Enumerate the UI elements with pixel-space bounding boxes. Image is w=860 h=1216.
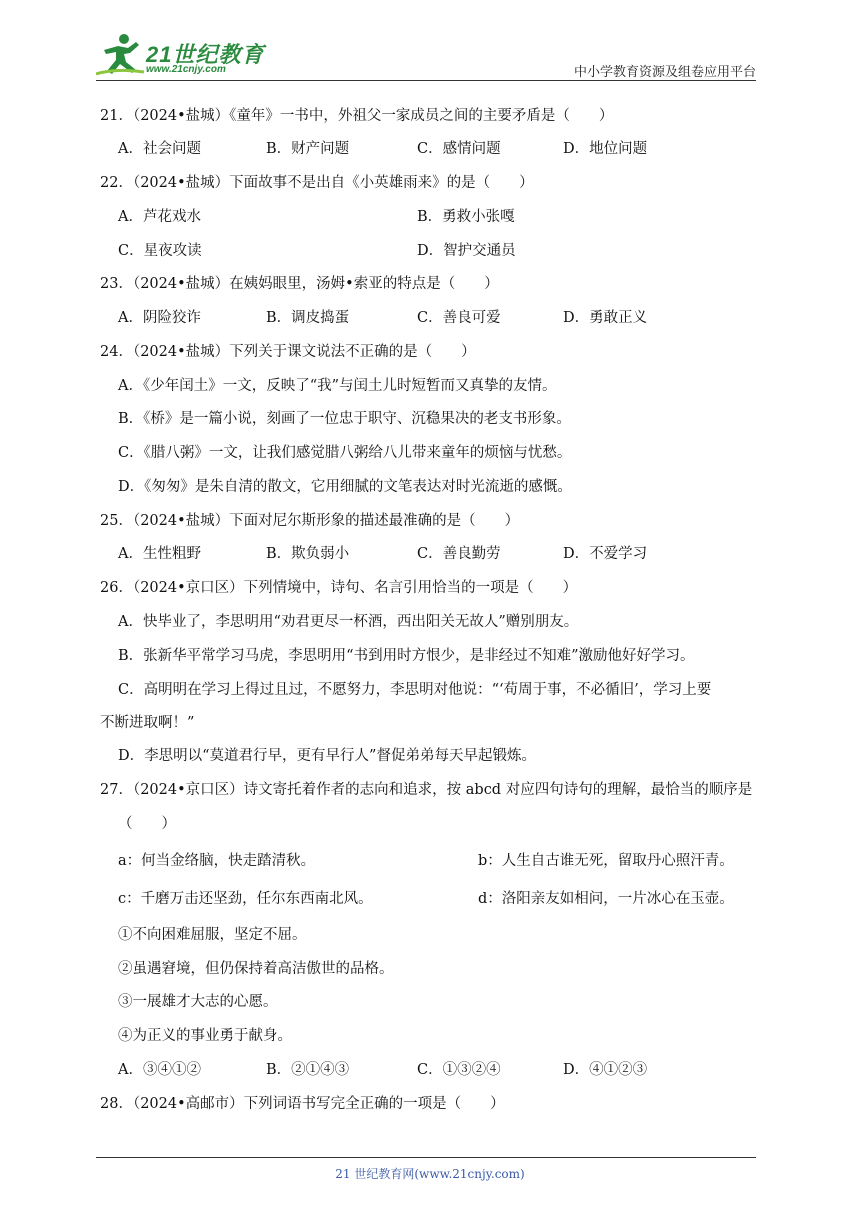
option: B．②①④③ bbox=[266, 1062, 350, 1078]
meaning-line: ①不向困难屈服，坚定不屈。 bbox=[118, 927, 307, 943]
question-stem: 21．（2024•盐城）《童年》一书中，外祖父一家成员之间的主要矛盾是（ ） bbox=[100, 108, 614, 124]
option: A．芦花戏水 bbox=[118, 209, 201, 225]
option: D．④①②③ bbox=[563, 1062, 648, 1078]
page-header bbox=[96, 30, 756, 80]
option: B．调皮捣蛋 bbox=[266, 310, 350, 326]
option: A．社会问题 bbox=[118, 141, 201, 157]
option: D．地位问题 bbox=[563, 141, 648, 157]
option: C．《腊八粥》一文，让我们感觉腊八粥给八儿带来童年的烦恼与忧愁。 bbox=[118, 445, 572, 461]
question-stem: 25．（2024•盐城）下面对尼尔斯形象的描述最准确的是（ ） bbox=[100, 513, 520, 529]
option: B．《桥》是一篇小说，刻画了一位忠于职守、沉稳果决的老支书形象。 bbox=[118, 411, 571, 427]
option: C．高明明在学习上得过且过，不愿努力，李思明对他说：“‘苟周于事，不必循旧’，学习上要 bbox=[118, 682, 712, 698]
option: B．勇救小张嘎 bbox=[417, 209, 515, 225]
page-footer: 21 世纪教育网(www.21cnjy.com) bbox=[335, 1167, 525, 1181]
option: D．《匆匆》是朱自清的散文，它用细腻的文笔表达对时光流逝的感慨。 bbox=[118, 479, 572, 495]
option: D．智护交通员 bbox=[417, 243, 516, 259]
logo-text: 21世纪教育 bbox=[146, 42, 265, 67]
option: C．善良勤劳 bbox=[417, 546, 501, 562]
question-stem: 27．（2024•京口区）诗文寄托着作者的志向和追求，按 abcd 对应四句诗句的理解，最恰当的顺序是 bbox=[100, 782, 753, 798]
option: D．李思明以“莫道君行早，更有早行人”督促弟弟每天早起锻炼。 bbox=[118, 748, 536, 764]
option: A．③④①② bbox=[118, 1062, 201, 1078]
option: A．《少年闰土》一文，反映了“我”与闰土儿时短暂而又真挚的友情。 bbox=[118, 378, 557, 394]
option: B．张新华平常学习马虎，李思明用“书到用时方恨少，是非经过不知难”激励他好好学习。 bbox=[118, 648, 695, 664]
meaning-line: ④为正义的事业勇于献身。 bbox=[118, 1028, 292, 1044]
meaning-line: ③一展雄才大志的心愿。 bbox=[118, 994, 278, 1010]
question-stem: 26．（2024•京口区）下列情境中，诗句、名言引用恰当的一项是（ ） bbox=[100, 580, 578, 596]
question-stem-continuation: （ ） bbox=[118, 816, 176, 832]
option: C．星夜攻读 bbox=[118, 243, 202, 259]
verse-line: b：人生自古谁无死，留取丹心照汗青。 bbox=[478, 853, 734, 869]
option: C．感情问题 bbox=[417, 141, 501, 157]
option: A．生性粗野 bbox=[118, 546, 201, 562]
question-stem: 24．（2024•盐城）下列关于课文说法不正确的是（ ） bbox=[100, 344, 476, 360]
meaning-line: ②虽遇窘境，但仍保持着高洁傲世的品格。 bbox=[118, 961, 394, 977]
verse-line: d：洛阳亲友如相问，一片冰心在玉壶。 bbox=[478, 891, 734, 907]
question-stem: 23．（2024•盐城）在姨妈眼里，汤姆•索亚的特点是（ ） bbox=[100, 276, 499, 292]
option: C．善良可爱 bbox=[417, 310, 501, 326]
option: D．不爱学习 bbox=[563, 546, 648, 562]
verse-line: a：何当金络脑，快走踏清秋。 bbox=[118, 853, 316, 869]
footer-divider bbox=[96, 1157, 756, 1158]
option: B．财产问题 bbox=[266, 141, 350, 157]
option: A．快毕业了，李思明用“劝君更尽一杯酒，西出阳关无故人”赠别朋友。 bbox=[118, 614, 579, 630]
site-logo bbox=[96, 30, 266, 78]
option: D．勇敢正义 bbox=[563, 310, 648, 326]
runner-logo-icon bbox=[96, 30, 146, 78]
logo-url: www.21cnjy.com bbox=[146, 64, 226, 75]
question-stem: 22．（2024•盐城）下面故事不是出自《小英雄雨来》的是（ ） bbox=[100, 175, 534, 191]
option: B．欺负弱小 bbox=[266, 546, 350, 562]
option: A．阴险狡诈 bbox=[118, 310, 201, 326]
option-continuation: 不断进取啊！” bbox=[100, 715, 195, 731]
question-stem: 28．（2024•高邮市）下列词语书写完全正确的一项是（ ） bbox=[100, 1096, 505, 1112]
option: C．①③②④ bbox=[417, 1062, 501, 1078]
platform-title: 中小学教育资源及组卷应用平台 bbox=[573, 65, 756, 80]
verse-line: c：千磨万击还坚劲，任尔东西南北风。 bbox=[118, 891, 373, 907]
header-divider bbox=[96, 80, 756, 81]
